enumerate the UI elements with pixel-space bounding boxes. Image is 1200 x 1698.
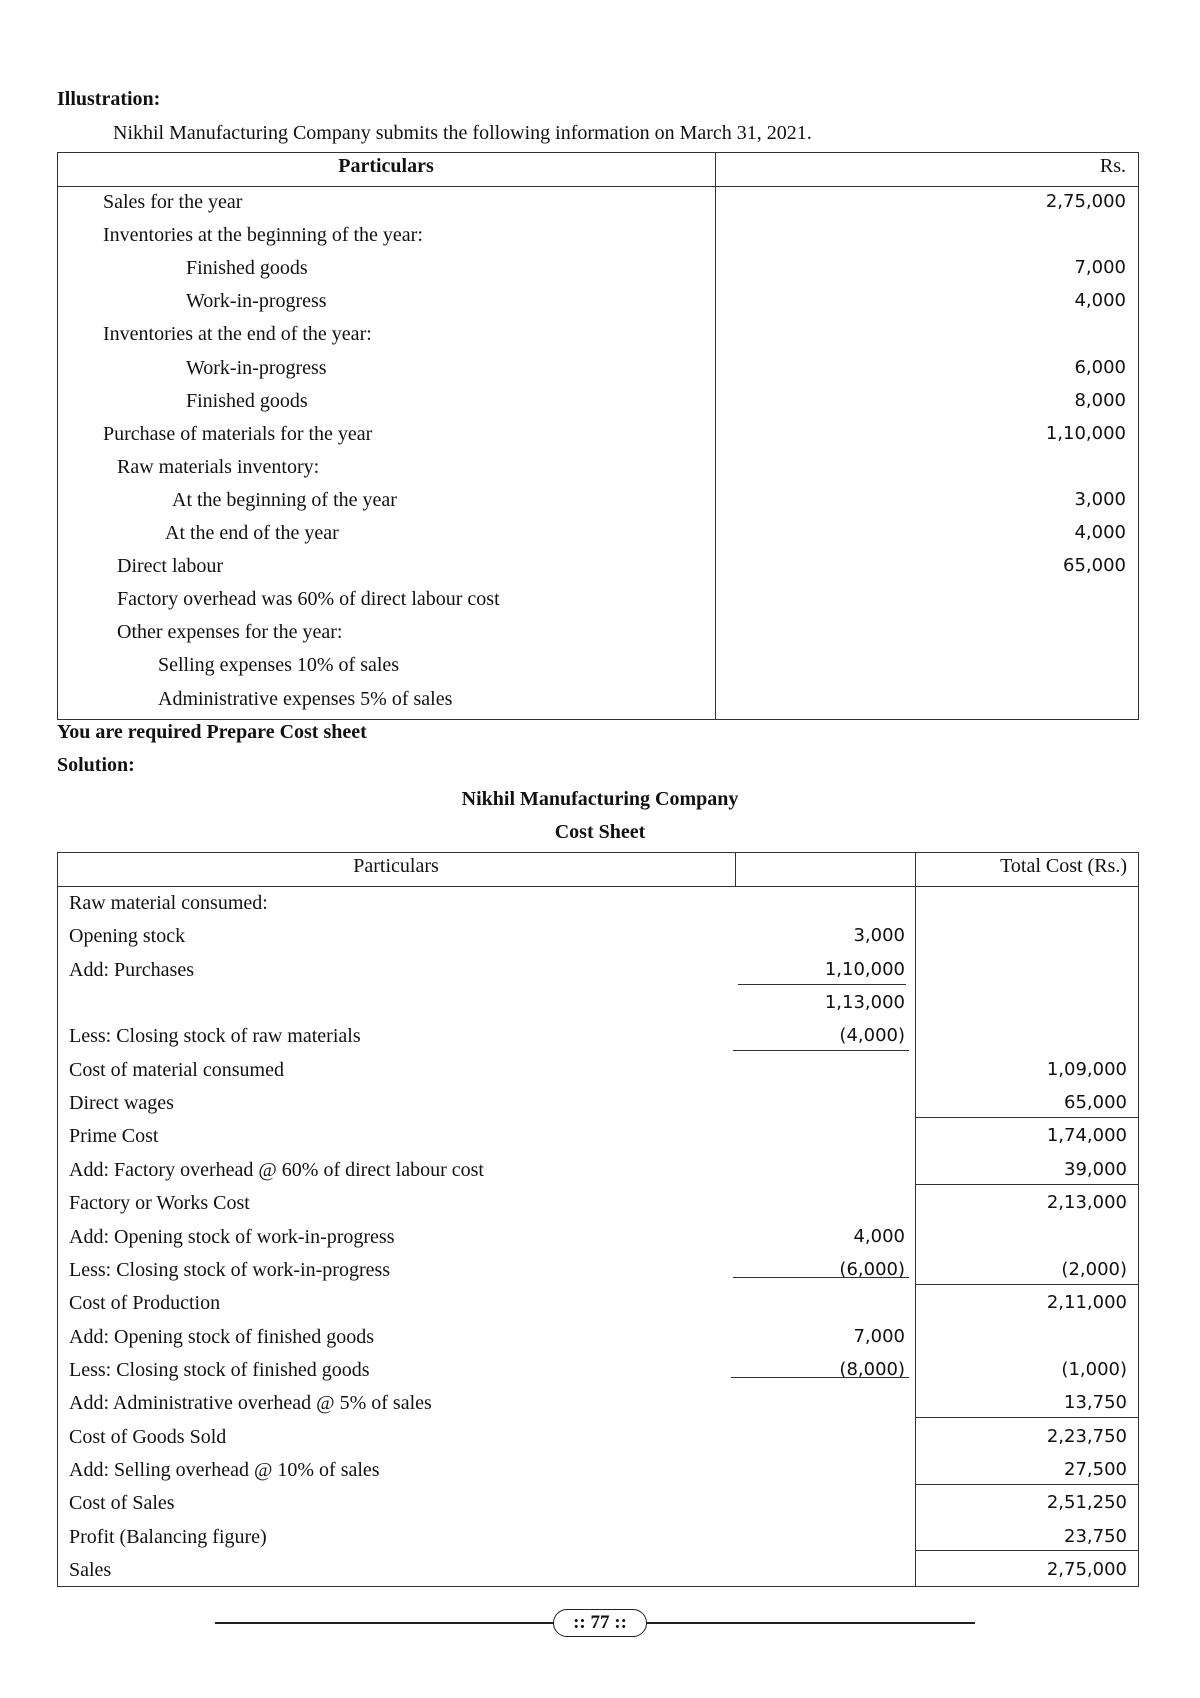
illustration-row-value — [900, 585, 1126, 613]
cost-row-amount: 3,000 — [853, 925, 905, 947]
cost-row-amount — [735, 1523, 905, 1551]
cost-row-total — [915, 1223, 1127, 1251]
cost-row-amount — [735, 1556, 905, 1584]
cost-row-amount — [735, 1189, 905, 1217]
cost-row-label: Profit (Balancing figure) — [69, 1525, 267, 1548]
illustration-row-label: Inventories at the end of the year: — [103, 323, 372, 346]
illustration-row-value: 1,10,000 — [1045, 422, 1126, 444]
total-rule — [915, 1417, 1139, 1418]
cost-row-total: 2,75,000 — [1046, 1559, 1127, 1580]
cost-row-amount: (8,000) — [839, 1358, 905, 1380]
illustration-row-label: At the end of the year — [165, 522, 339, 544]
cost-row-total: 13,750 — [1064, 1392, 1127, 1414]
cost-row-total: 2,51,250 — [1046, 1492, 1127, 1514]
cost-row-label: Less: Closing stock of raw materials — [69, 1025, 361, 1048]
illustration-row-label: Direct labour — [117, 555, 224, 578]
illustration-row-label: Raw materials inventory: — [117, 455, 320, 478]
cost-row-amount — [735, 1089, 905, 1117]
cost-row-total: 39,000 — [1064, 1158, 1127, 1180]
cost-row-total: (1,000) — [1061, 1358, 1127, 1380]
cost-row-label: Add: Purchases — [69, 958, 194, 981]
cost-row-total: 2,11,000 — [1046, 1292, 1127, 1314]
illustration-row-value: 4,000 — [1074, 522, 1126, 543]
illustration-row-label: Administrative expenses 5% of sales — [158, 687, 453, 710]
illustration-row-value: 7,000 — [1074, 257, 1126, 279]
sub-rule — [738, 984, 906, 985]
illustration-row-value: 65,000 — [1063, 555, 1126, 577]
cost-row-label: Cost of material consumed — [69, 1058, 284, 1081]
cost-sheet-title: Cost Sheet — [554, 821, 646, 843]
illustration-row-value — [900, 453, 1126, 481]
cost-row-total — [915, 922, 1127, 950]
sub-rule — [733, 1050, 909, 1051]
cost-row-amount: 1,10,000 — [824, 958, 905, 980]
cost-row-label: Cost of Production — [69, 1292, 221, 1315]
illustration-row-label: Finished goods — [186, 389, 308, 412]
illustration-row-value: 3,000 — [1074, 488, 1126, 510]
total-rule — [915, 1484, 1139, 1485]
cost-row-label: Add: Factory overhead @ 60% of direct labour cost — [69, 1158, 484, 1181]
cost-row-amount — [735, 1289, 905, 1317]
illustration-row-label: Factory overhead was 60% of direct labour cost — [117, 588, 500, 611]
cost-row-label: Cost of Goods Sold — [69, 1425, 227, 1448]
total-rule — [915, 1550, 1139, 1551]
cost-row-amount — [735, 1156, 905, 1184]
illustration-col-particulars: Particulars — [338, 155, 434, 177]
illustration-row-value — [900, 618, 1126, 646]
illustration-row-value: 2,75,000 — [1045, 191, 1126, 212]
cost-row-total — [915, 989, 1127, 1017]
illustration-row-label: Selling expenses 10% of sales — [158, 654, 400, 677]
solution-heading: Solution: — [57, 754, 135, 776]
cost-row-amount — [735, 889, 905, 917]
cost-row-total — [915, 889, 1127, 917]
page-number: :: 77 :: — [553, 1609, 647, 1637]
cost-row-label: Cost of Sales — [69, 1492, 175, 1515]
cost-row-label: Sales — [69, 1559, 112, 1581]
cost-row-label: Add: Selling overhead @ 10% of sales — [69, 1458, 380, 1481]
cost-row-total: 1,09,000 — [1046, 1058, 1127, 1080]
cost-row-amount: 7,000 — [853, 1325, 905, 1347]
illustration-row-value: 8,000 — [1074, 389, 1126, 411]
cost-row-total: 27,500 — [1064, 1458, 1127, 1480]
illustration-row-value — [900, 320, 1126, 348]
illustration-row-value — [900, 221, 1126, 249]
illustration-row-label: Work-in-progress — [186, 290, 327, 313]
illustration-row-label: Purchase of materials for the year — [103, 422, 373, 445]
cost-row-total: (2,000) — [1061, 1258, 1127, 1280]
cost-row-label: Raw material consumed: — [69, 892, 268, 914]
cost-row-label: Prime Cost — [69, 1125, 159, 1148]
illustration-row-value — [900, 685, 1126, 713]
total-rule — [915, 1184, 1139, 1185]
cost-row-amount — [735, 1423, 905, 1451]
cost-row-total: 2,23,750 — [1046, 1425, 1127, 1447]
cost-row-label: Add: Administrative overhead @ 5% of sales — [69, 1392, 432, 1415]
cost-row-label: Less: Closing stock of work-in-progress — [69, 1258, 391, 1281]
sub-rule — [733, 1277, 909, 1278]
cost-row-total: 1,74,000 — [1046, 1125, 1127, 1147]
illustration-col-rs: Rs. — [1099, 155, 1126, 177]
company-name: Nikhil Manufacturing Company — [461, 788, 739, 810]
cost-row-amount — [735, 1389, 905, 1417]
illustration-intro: Nikhil Manufacturing Company submits the following information on March 31, 2021. — [113, 122, 812, 144]
illustration-heading: Illustration: — [57, 88, 161, 110]
cost-row-label: Direct wages — [69, 1092, 174, 1115]
cost-row-label: Factory or Works Cost — [69, 1192, 250, 1215]
cost-row-label: Add: Opening stock of work-in-progress — [69, 1225, 395, 1248]
cost-row-total — [915, 956, 1127, 984]
cost-row-total — [915, 1323, 1127, 1351]
illustration-row-value: 4,000 — [1074, 290, 1126, 312]
cost-row-amount — [735, 1489, 905, 1517]
cost-row-label: Add: Opening stock of finished goods — [69, 1325, 374, 1348]
cost-row-total — [915, 1022, 1127, 1050]
illustration-row-label: At the beginning of the year — [172, 488, 397, 511]
cost-row-amount: 1,13,000 — [824, 992, 905, 1014]
illustration-row-label: Sales for the year — [103, 191, 243, 213]
illustration-row-label: Finished goods — [186, 257, 308, 280]
cost-col-particulars: Particulars — [353, 855, 439, 877]
cost-row-total: 23,750 — [1064, 1525, 1127, 1547]
total-rule — [915, 1284, 1139, 1285]
cost-row-total: 2,13,000 — [1046, 1192, 1127, 1214]
cost-row-amount: (6,000) — [839, 1258, 905, 1280]
illustration-row-value: 6,000 — [1074, 356, 1126, 378]
cost-row-amount: 4,000 — [853, 1225, 905, 1247]
total-rule — [915, 1117, 1139, 1118]
illustration-row-label: Inventories at the beginning of the year: — [103, 224, 423, 247]
illustration-row-label: Other expenses for the year: — [117, 621, 343, 644]
cost-row-label: Less: Closing stock of finished goods — [69, 1358, 370, 1381]
cost-row-amount — [735, 1122, 905, 1150]
cost-col-total: Total Cost (Rs.) — [1000, 855, 1127, 877]
illustration-row-label: Work-in-progress — [186, 356, 327, 379]
sub-rule — [731, 1377, 909, 1378]
cost-row-label: Opening stock — [69, 925, 186, 948]
cost-row-total: 65,000 — [1064, 1092, 1127, 1114]
cost-row-amount: (4,000) — [839, 1025, 905, 1047]
cost-row-amount — [735, 1456, 905, 1484]
illustration-row-value — [900, 651, 1126, 679]
required-text: You are required Prepare Cost sheet — [57, 721, 367, 743]
cost-row-amount — [735, 1056, 905, 1084]
